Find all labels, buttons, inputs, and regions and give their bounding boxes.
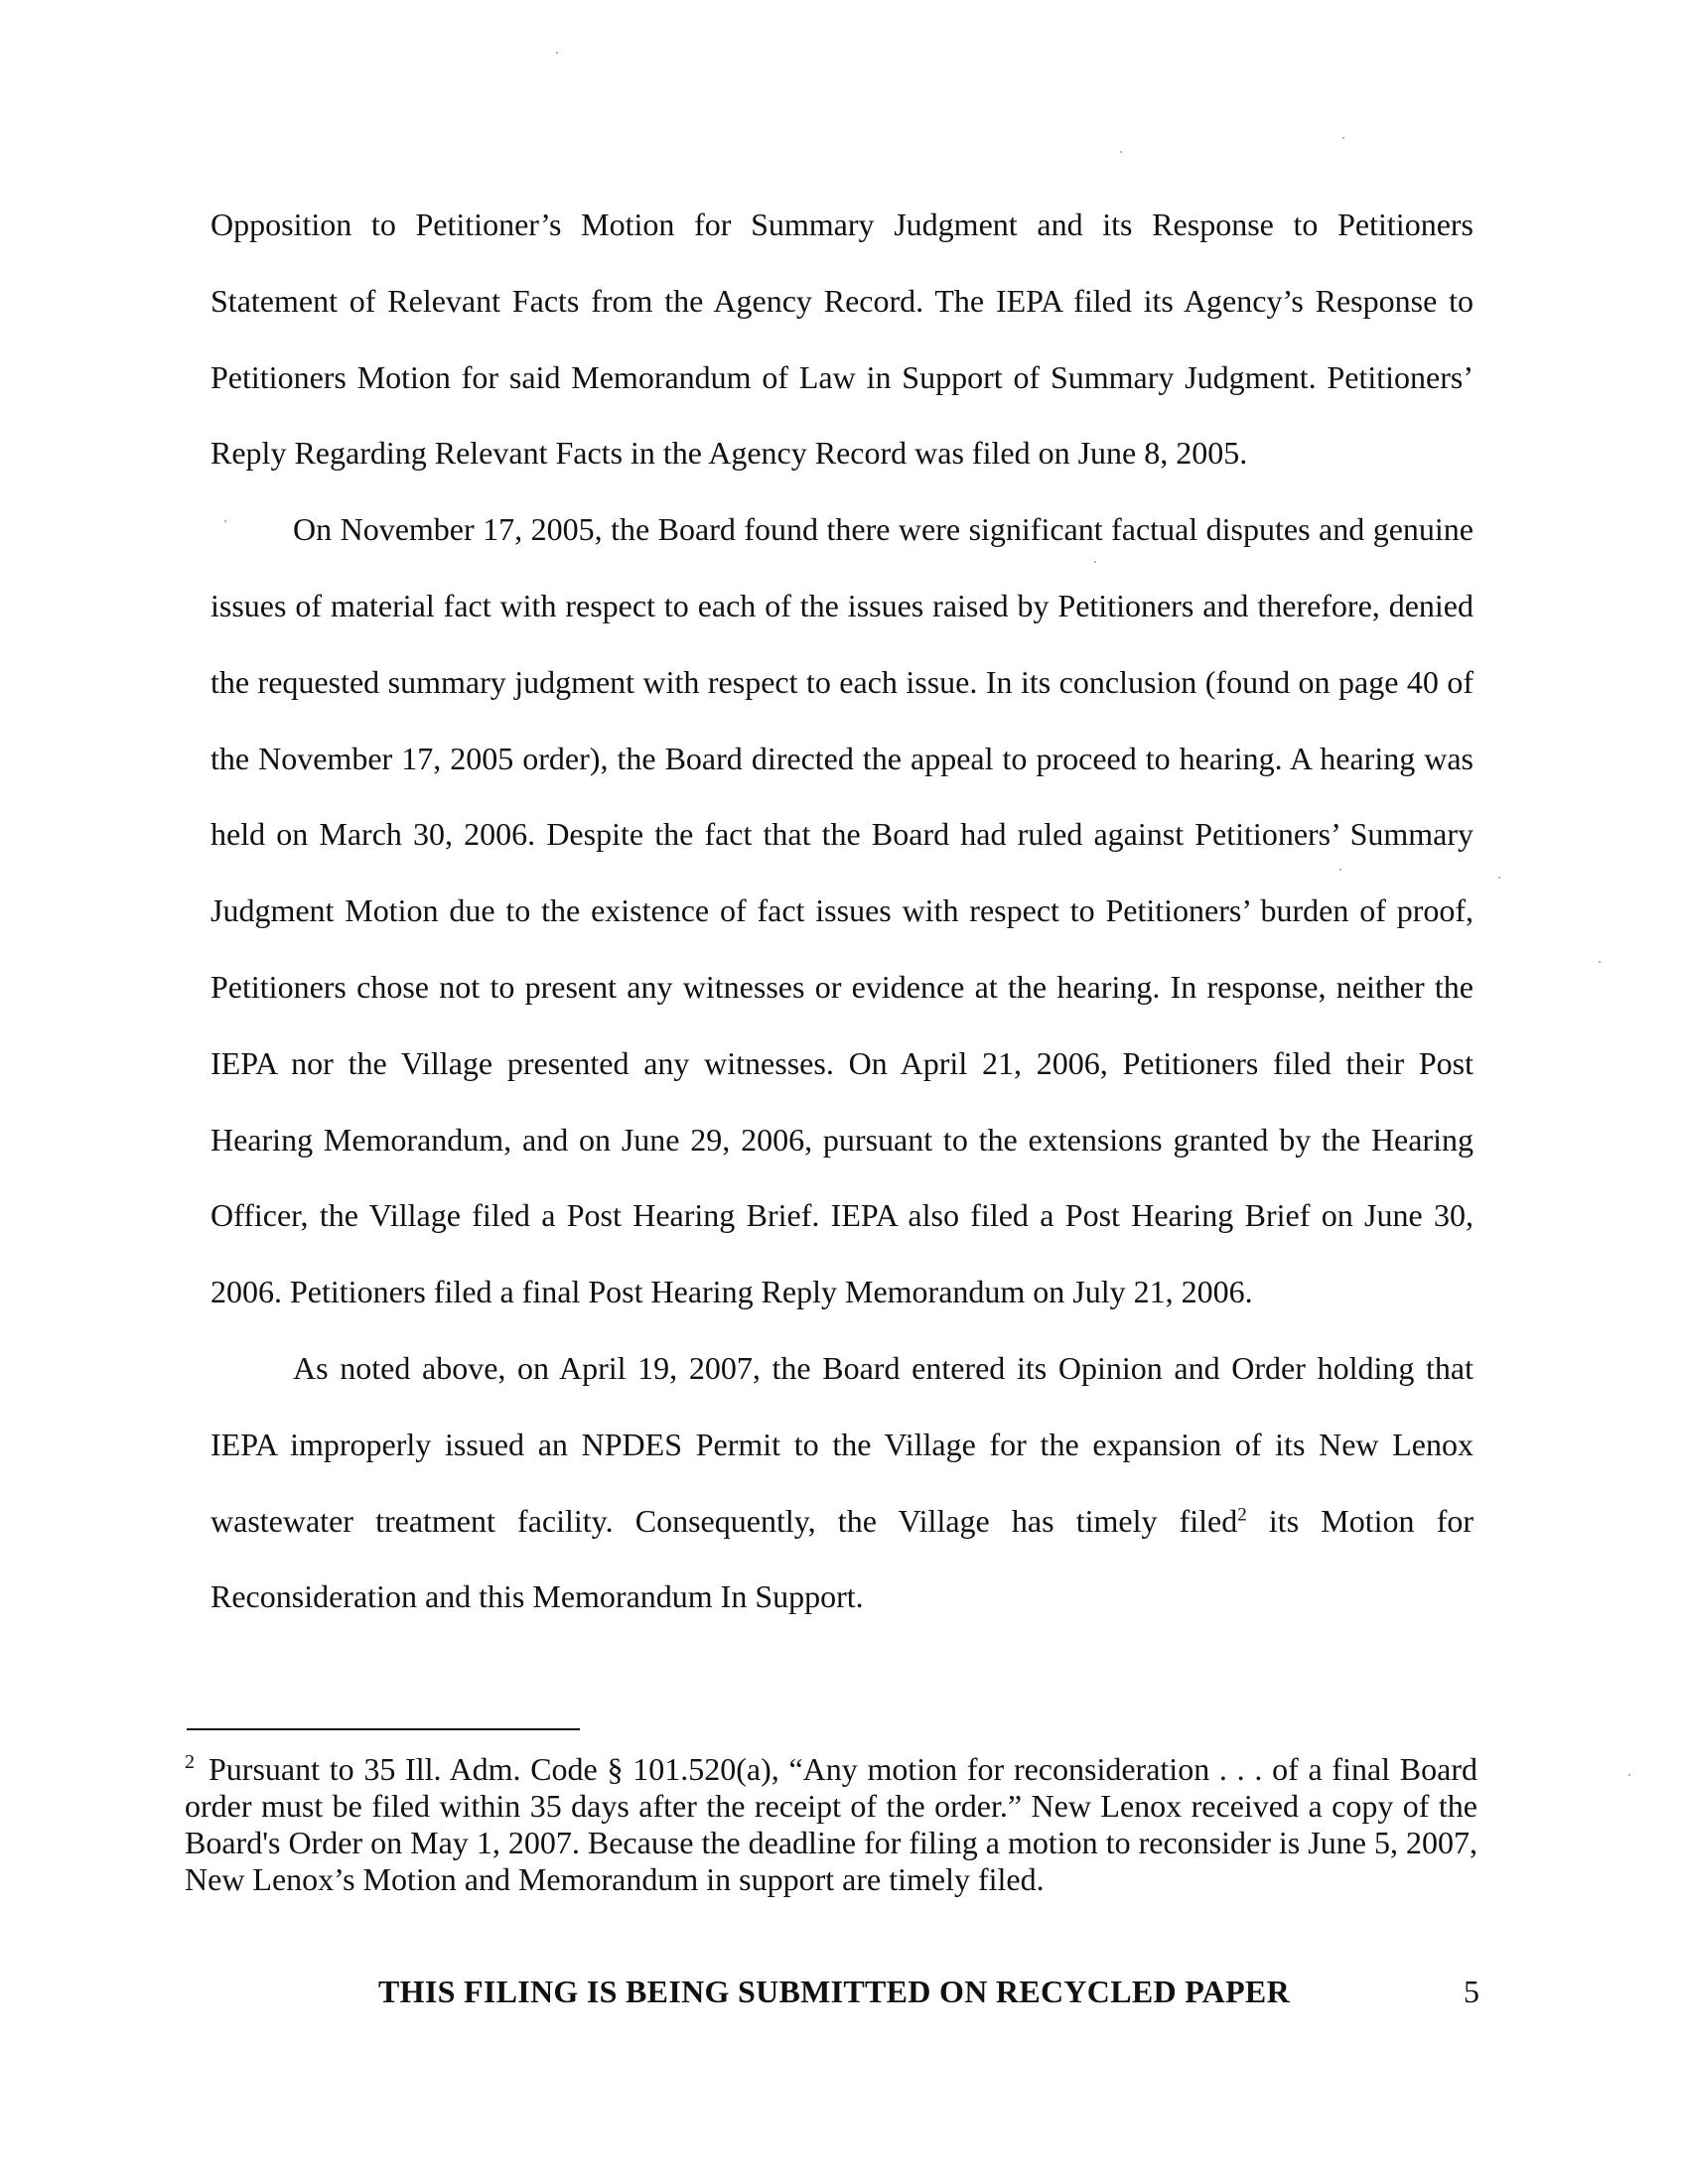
footnote-separator	[187, 1728, 580, 1730]
scan-speck	[1599, 961, 1601, 963]
scan-speck	[1094, 561, 1096, 563]
scan-speck	[556, 52, 558, 54]
scan-speck	[1628, 1774, 1630, 1776]
scan-speck	[224, 520, 226, 522]
footnote-reference: 2	[1237, 1503, 1247, 1525]
scan-speck	[1342, 137, 1344, 139]
scan-speck	[1120, 151, 1122, 153]
paragraph-3	[210, 1330, 1474, 1635]
scan-speck	[1498, 877, 1500, 879]
footnote-marker: 2	[185, 1751, 195, 1774]
body-text	[210, 187, 1474, 1635]
paragraph-2: On November 17, 2005, the Board found there were significant factual disputes and genuine issues of material fact with respect to each of the issues raised by Petitioners and therefore, denied the requested summary judgment with respect to each issue. In its conclusion (found on page 40 of the November 17, 2005 order), the Board directed the appeal to proceed to hearing. A hearing was held on March 30, 2006. Despite the fact that the Board had ruled against Petitioners’ Summary Judgment Motion due to the existence of fact issues with respect to Petitioners’ burden of proof, Petitioners chose not to present any witnesses or evidence at the hearing. In response, neither the IEPA nor the Village presented any witnesses. On April 21, 2006, Petitioners filed their Post Hearing Memorandum, and on June 29, 2006, pursuant to the extensions granted by the Hearing Officer, the Village filed a Post Hearing Brief. IEPA also filed a Post Hearing Brief on June 30, 2006. Petitioners filed a final Post Hearing Reply Memorandum on July 21, 2006.	[210, 511, 1474, 1310]
footnote-text: Pursuant to 35 Ill. Adm. Code § 101.520(a), “Any motion for reconsideration . . . of a final Board order must be filed within 35 days after the receipt of the order.” New Lenox received a copy of the Board's Order on May 1, 2007. Because the deadline for filing a motion to reconsider is June 5, 2007, New Lenox’s Motion and Memorandum in support are timely filed.	[185, 1751, 1477, 1897]
footnote	[185, 1751, 1477, 1898]
scan-speck	[1339, 869, 1341, 871]
paragraph-3-text-after: its Motion for Reconsideration and this Memorandum In Support.	[210, 1502, 1474, 1615]
page-number: 5	[1464, 1974, 1479, 2009]
paragraph-3-text-before: As noted above, on April 19, 2007, the Board entered its Opinion and Order holding that IEPA improperly issued an NPDES Permit to the Village for the expansion of its New Lenox wastewater treatment facility. Consequently, the Village has timely filed	[210, 1349, 1474, 1539]
recycled-paper-notice: THIS FILING IS BEING SUBMITTED ON RECYCLED PAPER	[378, 1974, 1290, 2009]
paragraph-1: Opposition to Petitioner’s Motion for Summary Judgment and its Response to Petitioners Statement of Relevant Facts from the Agency Record. The IEPA filed its Agency’s Response to Petitioners Motion for said Memorandum of Law in Support of Summary Judgment. Petitioners’ Reply Regarding Relevant Facts in the Agency Record was filed on June 8, 2005.	[210, 206, 1474, 472]
